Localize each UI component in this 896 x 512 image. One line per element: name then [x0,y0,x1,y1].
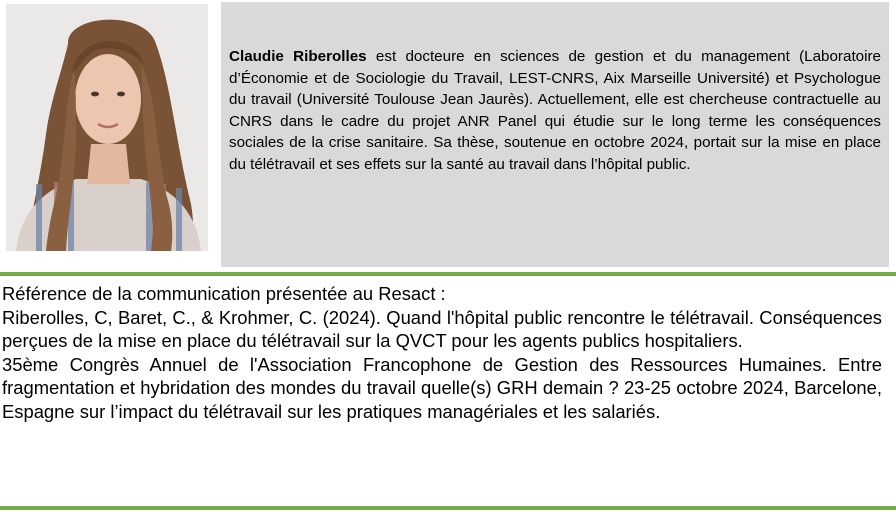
reference-heading: Référence de la communication présentée au Resact : [2,283,446,304]
portrait-image [6,4,208,251]
divider-top [0,272,896,276]
portrait-photo [6,4,208,251]
bio-panel [221,2,889,267]
reference-congress: 35ème Congrès Annuel de l'Association Francophone de Gestion des Ressources Humaines. Entre fragmentation et hybridation des mondes du travail quelle(s) GRH demain ? 23-25 octobre 2024, Barcelone, Espagne sur l’impact du télétravail sur les pratiques managériales et les salariés. [2,353,882,422]
bio-paragraph [229,46,881,175]
bio-text: est docteure en sciences de gestion et du management (Laboratoire d’Économie et de Sociologie du Travail, LEST-CNRS, Aix Marseille Université) et Psychologue du travail (Université Toulouse Jean Jaurès). Actuellement, elle est chercheuse contractuelle au CNRS dans le cadre du projet ANR Panel qui étudie sur le long terme les conséquences sociales de la crise sanitaire. Sa thèse, soutenue en octobre 2024, portait sur la mise en place du télétravail et ses effets sur la santé au travail dans l’hôpital public. [229,48,881,173]
divider-bottom [0,506,896,510]
reference-section [2,282,882,423]
reference-citation: Riberolles, C, Baret, C., & Krohmer, C. (2024). Quand l'hôpital public rencontre le télétravail. Conséquences perçues de la mise en place du télétravail sur la QVCT pour les agents publics hospitaliers. [2,306,882,351]
author-name: Claudie Riberolles [229,48,367,65]
